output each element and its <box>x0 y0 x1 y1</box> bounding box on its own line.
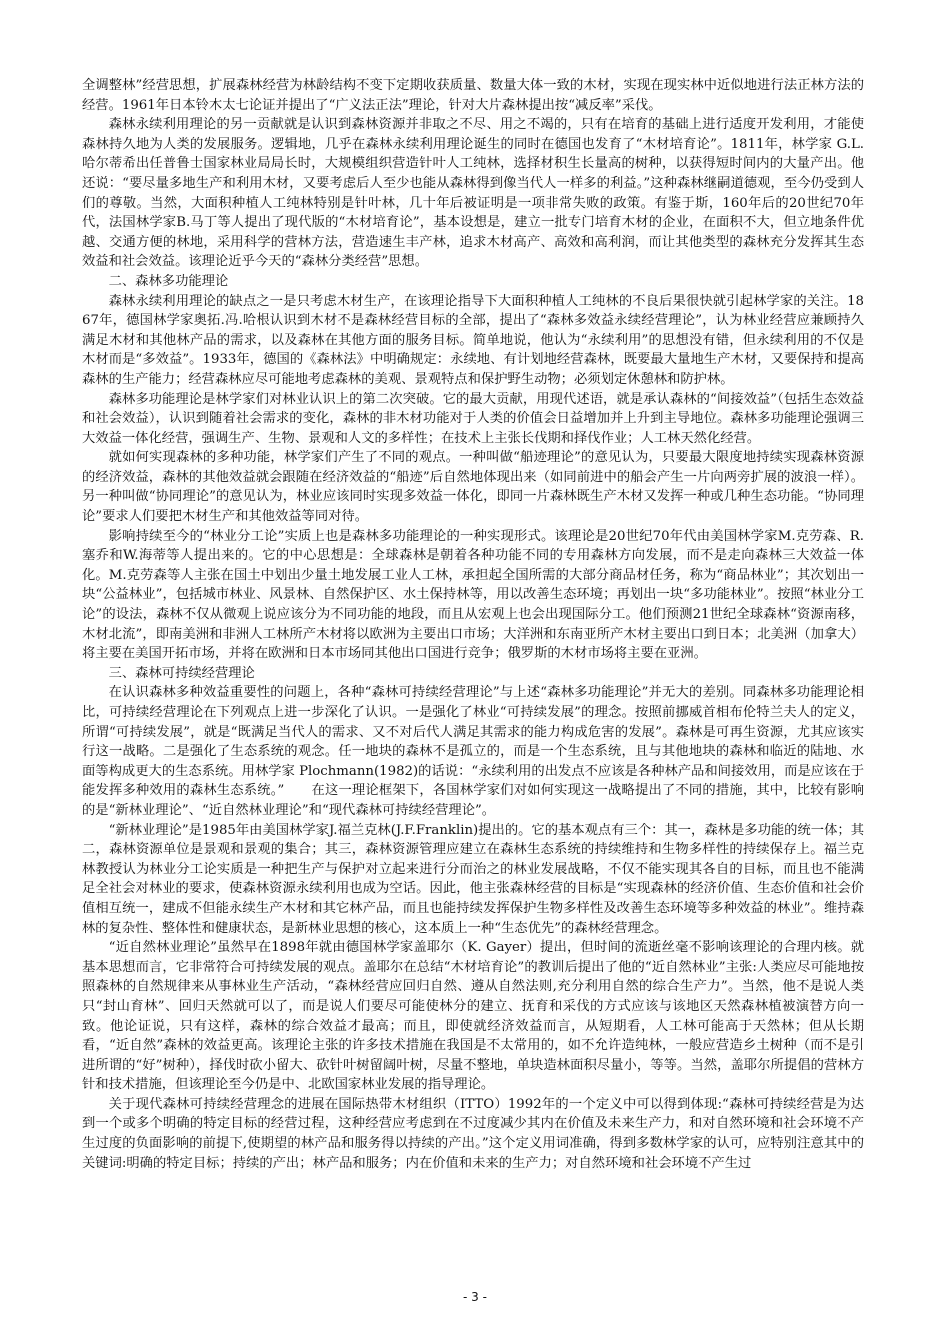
paragraph-multifunction-4: 影响持续至今的“林业分工论”实质上也是森林多功能理论的一种实现形式。该理论是20世纪70年代由美国林学家M.克劳森、R.塞乔和W.海蒂等人提出来的。它的中心思想是：全球森林是朝着各种功能不同的专用森林方向发展，而不是走向森林三大效益一体化。M.克劳森等人主张在国土中划出少量土地发展工业人工林，承担起全国所需的大部分商品材任务，称为“商品林业”；其次划出一块“公益林业”，包括城市林业、风景林、自然保护区、水土保持林等，用以改善生态环境；再划出一块“多功能林业”。按照“林业分工论”的设法，森林不仅从微观上说应该分为不同功能的地段，而且从宏观上也会出现国际分工。他们预测21世纪全球森林“资源南移，木材北流”，即南美洲和非洲人工林所产木材将以欧洲为主要出口市场；大洋洲和东南亚所产木材主要出口到日本；北美洲（加拿大）将主要在美国开拓市场，并将在欧洲和日本市场同其他出口国进行竞争；俄罗斯的木材市场将主要在亚洲。 <box>82 528 864 662</box>
paragraph-multifunction-3: 就如何实现森林的多种功能，林学家们产生了不同的观点。一种叫做“船迹理论”的意见认为，只要最大限度地持续实现森林资源的经济效益，森林的其他效益就会跟随在经济效益的“船迹”后自然地体现出来（如同前进中的船会产生一片向两旁扩展的波浪一样）。另一种叫做“协同理论”的意见认为，林业应该同时实现多效益一体化，即同一片森林既生产木材又发挥一种或几种生态功能。“协同理论”要求人们要把木材生产和其他效益等同对待。 <box>82 450 864 525</box>
document-page <box>82 76 864 1173</box>
section-heading-sustainable: 三、森林可持续经营理论 <box>108 665 255 681</box>
paragraph-sustainable-1: 在认识森林多种效益重要性的问题上，各种“森林可持续经营理论”与上述“森林多功能理论”并无大的差别。同森林多功能理论相比，可持续经营理论在下列观点上进一步深化了认识。一是强化了林业“可持续发展”的理念。按照前挪威首相布伦特兰夫人的定义，所谓“可持续发展”，就是“既满足当代人的需求、又不对后代人满足其需求的能力构成危害的发展”。森林是可再生资源，尤其应该实行这一战略。二是强化了生态系统的观念。任一地块的森林不是孤立的，而是一个生态系统，且与其他地块的森林和临近的陆地、水面等构成更大的生态系统。用林学家 Plochmann(1982)的话说：“永续利用的出发点不应该是各种林产品和间接效用，而是应该在于能发挥多种效用的森林生态系统。” 在这一理论框架下，各国林学家们对如何实现这一战略提出了不同的措施，其中，比较有影响的是“新林业理论”、“近自然林业理论”和“现代森林可持续经营理论”。 <box>82 685 865 818</box>
paragraph-multifunction-1: 森林永续利用理论的缺点之一是只考虑木材生产，在该理论指导下大面积种植人工纯林的不良后果很快就引起林学家的关注。1867年，德国林学家奥拓.冯.哈根认识到木材不是森林经营目标的全部，提出了“森林多效益永续经营理论”，认为林业经营应兼顾持久满足木材和其他林产品的需求，以及森林在其他方面的服务目标。简单地说，他认为“永续利用”的思想没有错，但永续利用的不仅是木材而是“多效益”。1933年，德国的《森林法》中明确规定：永续地、有计划地经营森林，既要最大量地生产木材，又要保持和提高森林的生产能力；经营森林应尽可能地考虑森林的美观、景观特点和保护野生动物；必须划定休憩林和防护林。 <box>82 293 864 387</box>
paragraph-multifunction-2: 森林多功能理论是林学家们对林业认识上的第二次突破。它的最大贡献，用现代述语，就是承认森林的“间接效益”（包括生态效益和社会效益），认识到随着社会需求的变化，森林的非木材功能对于人类的价值会日益增加并上升到主导地位。森林多功能理论强调三大效益一体化经营，强调生产、生物、景观和人文的多样性；在技术上主张长伐期和择伐作业；人工林天然化经营。 <box>82 391 864 446</box>
page-number: - 3 - <box>463 1290 487 1304</box>
section-heading-multifunction: 二、森林多功能理论 <box>108 273 229 289</box>
paragraph-near-natural: “近自然林业理论”虽然早在1898年就由德国林学家盖耶尔（K. Gayer）提出，但时间的流逝丝毫不影响该理论的合理内核。就基本思想而言，它非常符合可持续发展的观点。盖耶尔在总结“木材培育论”的教训后提出了他的“近自然林业”主张:人类应尽可能地按照森林的自然规律来从事林业生产活动，“森林经营应回归自然、遵从自然法则,充分利用自然的综合生产力”。当然，他不是说人类只“封山育林”、回归天然就可以了，而是说人们要尽可能使林分的建立、抚育和采伐的方式应该与该地区天然森林植被演替方向一致。他论证说，只有这样，森林的综合效益才最高；而且，即使就经济效益而言，从短期看，人工林可能高于天然林；但从长期看，“近自然”森林的效益更高。该理论主张的许多技术措施在我国是不太常用的，如不允许造纯林，一般应营造乡土树种（而不是引进所谓的“好”树种），择伐时砍小留大、砍针叶树留阔叶树，尽量不整地，单块造林面积尽量小，等等。当然，盖耶尔所提倡的营林方针和技术措施，但该理论至今仍是中、北欧国家林业发展的指导理论。 <box>82 940 864 1093</box>
paragraph-intro: 全调整林”经营思想，扩展森林经营为林龄结构不变下定期收获质量、数量大体一致的木材，实现在现实林中近似地进行法正林方法的经营。1961年日本铃木太七论证并提出了“广义法正法”理论，针对大片森林提出按“减反率”采伐。 <box>82 78 864 113</box>
paragraph-timber-cultivation: 森林永续利用理论的另一贡献就是认识到森林资源并非取之不尽、用之不竭的，只有在培育的基础上进行适度开发利用，才能使森林持久地为人类的发展服务。逻辑地，几乎在森林永续利用理论诞生的同时在德国也发育了“木材培育论”。1811年，林学家 G.L.哈尔蒂希出任普鲁士国家林业局局长时，大规模组织营造针叶人工纯林，选择材积生长量高的树种，以获得短时间内的大量产出。他还说：“要尽量多地生产和利用木材，又要考虑后人至少也能从森林得到像当代人一样多的利益。”这种森林继嗣道德观，至今仍受到人们的尊敬。当然，大面积种植人工纯林特别是针叶林，几十年后被证明是一项非常失败的政策。有鉴于斯，160年后的20世纪70年代，法国林学家B.马丁等人提出了现代版的“木材培育论”，基本设想是，建立一批专门培育木材的企业，在面积不大，但立地条件优越、交通方便的林地，采用科学的营林方法，营造速生丰产林，追求木材高产、高效和高利润，而让其他类型的森林充分发挥其生态效益和社会效益。该理论近乎今天的“森林分类经营”思想。 <box>82 117 864 270</box>
paragraph-itto: 关于现代森林可持续经营理念的进展在国际热带木材组织（ITTO）1992年的一个定义中可以得到体现:“森林可持续经营是为达到一个或多个明确的特定目标的经营过程，这种经营应考虑到在不过度减少其内在价值及未来生产力，和对自然环境和社会环境不产生过度的负面影响的前提下,使期望的林产品和服务得以持续的产出。”这个定义用词准确，得到多数林学家的认可，应特别注意其中的关键词:明确的特定目标；持续的产出；林产品和服务；内在价值和未来的生产力；对自然环境和社会环境不产生过 <box>82 1096 864 1171</box>
paragraph-new-forestry: “新林业理论”是1985年由美国林学家J.福兰克林(J.F.Franklin)提出的。它的基本观点有三个：其一，森林是多功能的统一体；其二，森林资源单位是景观和景观的集合；其三，森林资源管理应建立在森林生态系统的持续维持和生物多样性的持续保存上。福兰克林教授认为林业分工论实质是一种把生产与保护对立起来进行分而治之的林业发展战略，不仅不能实现其各自的目标，而且也不能满足全社会对林业的要求，使森林资源永续利用也成为空话。因此，他主张森林经营的目标是“实现森林的经济价值、生态价值和社会价值相互统一，建成不但能永续生产木材和其它林产品，而且也能持续发挥保护生物多样性及改善生态环境等多种效益的林业”。维持森林的复杂性、整体性和健康状态，是新林业思想的核心，这本质上一种“生态优先”的森林经营理念。 <box>82 822 864 936</box>
